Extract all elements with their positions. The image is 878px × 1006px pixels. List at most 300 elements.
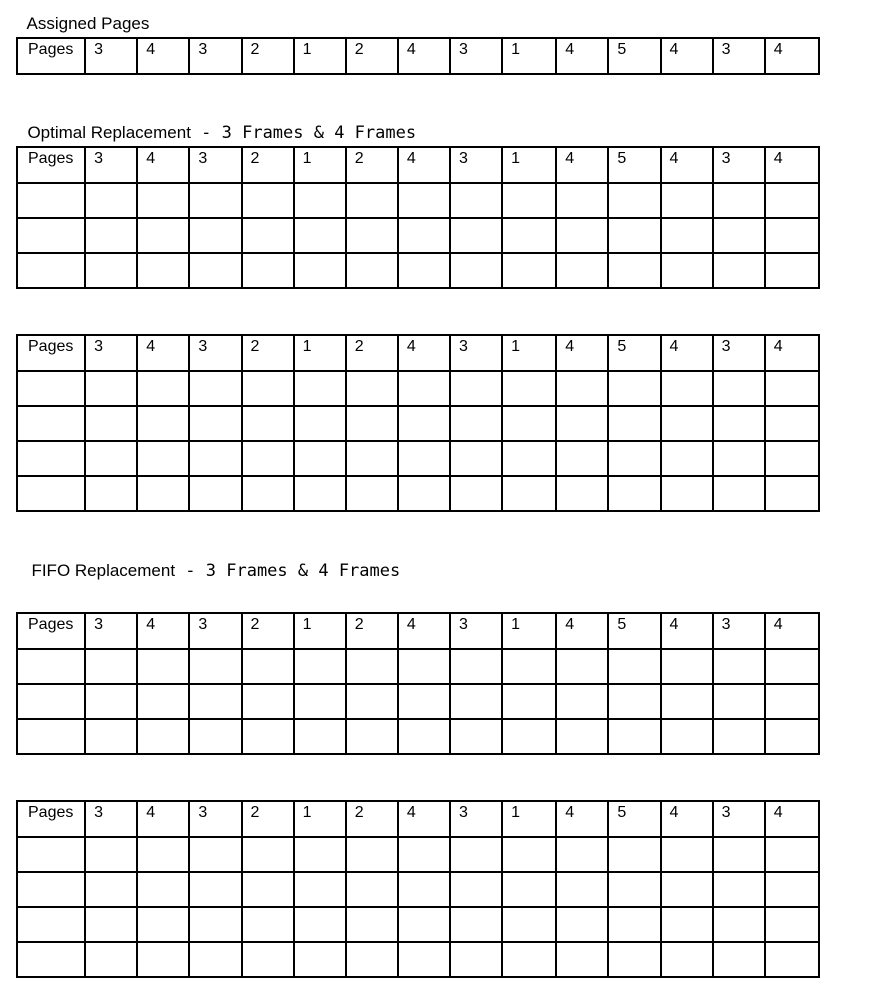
frame-cell	[85, 872, 137, 907]
frame-cell	[713, 253, 765, 288]
frame-row	[17, 476, 819, 511]
frame-cell	[450, 441, 502, 476]
frame-cell	[398, 183, 450, 218]
fifo-replacement-frames-note: - 3 Frames & 4 Frames	[175, 561, 401, 581]
frame-label-cell	[17, 441, 85, 476]
frame-cell	[137, 441, 189, 476]
frame-cell	[346, 942, 398, 977]
fifo-4-frames-table	[16, 800, 820, 978]
frame-cell	[242, 684, 294, 719]
frame-cell	[502, 218, 556, 253]
page-reference-cell: 4	[556, 613, 608, 649]
frame-cell	[765, 406, 819, 441]
frame-cell	[556, 837, 608, 872]
frame-cell	[556, 907, 608, 942]
frame-cell	[85, 684, 137, 719]
frame-cell	[398, 441, 450, 476]
frame-cell	[398, 649, 450, 684]
frame-cell	[137, 907, 189, 942]
frame-cell	[137, 649, 189, 684]
page-reference-row	[17, 335, 819, 371]
frame-cell	[189, 942, 241, 977]
page-reference-cell: 3	[713, 613, 765, 649]
page-reference-cell: 1	[294, 147, 346, 183]
frame-row	[17, 942, 819, 977]
frame-cell	[242, 218, 294, 253]
frame-label-cell	[17, 837, 85, 872]
frame-cell	[137, 183, 189, 218]
frame-cell	[85, 441, 137, 476]
frame-cell	[502, 719, 556, 754]
frame-cell	[556, 406, 608, 441]
frame-label-cell	[17, 684, 85, 719]
frame-cell	[502, 942, 556, 977]
frame-cell	[85, 253, 137, 288]
frame-cell	[608, 719, 660, 754]
frame-cell	[450, 942, 502, 977]
page-reference-cell: 4	[137, 335, 189, 371]
frame-cell	[398, 907, 450, 942]
optimal-replacement-title: Optimal Replacement	[27, 123, 191, 142]
frame-cell	[294, 942, 346, 977]
frame-cell	[765, 371, 819, 406]
frame-cell	[556, 649, 608, 684]
frame-cell	[608, 218, 660, 253]
frame-cell	[765, 253, 819, 288]
page-reference-cell: 1	[502, 335, 556, 371]
frame-label-cell	[17, 183, 85, 218]
frame-cell	[346, 649, 398, 684]
frame-cell	[608, 441, 660, 476]
assigned-pages-table	[16, 37, 820, 75]
frame-cell	[189, 253, 241, 288]
frame-row	[17, 684, 819, 719]
assigned-pages-title: Assigned Pages	[26, 14, 150, 33]
frame-cell	[713, 406, 765, 441]
page-reference-cell: 4	[661, 147, 713, 183]
frame-cell	[450, 253, 502, 288]
frame-cell	[608, 476, 660, 511]
frame-cell	[556, 476, 608, 511]
frame-cell	[346, 183, 398, 218]
frame-cell	[556, 183, 608, 218]
page-reference-cell: 4	[661, 613, 713, 649]
frame-cell	[346, 441, 398, 476]
frame-cell	[661, 476, 713, 511]
frame-cell	[398, 719, 450, 754]
page-reference-cell: 2	[346, 38, 398, 74]
frame-label-cell	[17, 649, 85, 684]
frame-cell	[765, 942, 819, 977]
frame-cell	[294, 907, 346, 942]
frame-cell	[502, 837, 556, 872]
frame-cell	[85, 218, 137, 253]
frame-cell	[346, 253, 398, 288]
frame-cell	[398, 872, 450, 907]
frame-cell	[502, 872, 556, 907]
page-reference-row	[17, 613, 819, 649]
page-reference-cell: 3	[189, 38, 241, 74]
page-reference-cell: 5	[608, 38, 660, 74]
frame-cell	[242, 942, 294, 977]
assigned-pages-heading	[18, 0, 149, 34]
frame-cell	[450, 183, 502, 218]
frame-cell	[765, 649, 819, 684]
frame-cell	[502, 649, 556, 684]
page-reference-cell: 3	[85, 147, 137, 183]
frame-cell	[661, 183, 713, 218]
frame-cell	[556, 719, 608, 754]
frame-cell	[450, 218, 502, 253]
page-reference-cell: 3	[713, 335, 765, 371]
page-reference-cell: 4	[398, 613, 450, 649]
page-reference-cell: 3	[450, 38, 502, 74]
frame-cell	[502, 476, 556, 511]
page-reference-cell: 4	[765, 147, 819, 183]
frame-cell	[294, 218, 346, 253]
page-reference-cell: 4	[556, 335, 608, 371]
frame-cell	[661, 684, 713, 719]
page-reference-cell: 3	[85, 38, 137, 74]
frame-cell	[661, 371, 713, 406]
frame-cell	[85, 406, 137, 441]
frame-cell	[294, 719, 346, 754]
frame-cell	[294, 649, 346, 684]
frame-cell	[556, 684, 608, 719]
frame-cell	[137, 872, 189, 907]
frame-cell	[450, 371, 502, 406]
page-reference-cell: 3	[713, 38, 765, 74]
frame-cell	[765, 441, 819, 476]
frame-cell	[398, 253, 450, 288]
frame-cell	[242, 406, 294, 441]
frame-cell	[242, 649, 294, 684]
frame-cell	[242, 837, 294, 872]
page-reference-cell: 3	[189, 613, 241, 649]
frame-row	[17, 719, 819, 754]
frame-cell	[450, 684, 502, 719]
page-reference-cell: 4	[765, 335, 819, 371]
frame-cell	[450, 406, 502, 441]
frame-label-cell	[17, 406, 85, 441]
frame-cell	[661, 942, 713, 977]
page-reference-cell: 2	[346, 801, 398, 837]
pages-row-label: Pages	[17, 147, 85, 183]
frame-cell	[294, 872, 346, 907]
frame-cell	[294, 837, 346, 872]
frame-cell	[661, 719, 713, 754]
page-reference-cell: 4	[661, 335, 713, 371]
page-reference-cell: 4	[137, 38, 189, 74]
frame-cell	[242, 719, 294, 754]
frame-cell	[661, 872, 713, 907]
frame-cell	[713, 719, 765, 754]
page-reference-cell: 2	[242, 613, 294, 649]
page-reference-cell: 5	[608, 613, 660, 649]
fifo-replacement-title: FIFO Replacement	[31, 561, 176, 580]
frame-cell	[242, 253, 294, 288]
frame-cell	[608, 253, 660, 288]
frame-cell	[502, 371, 556, 406]
frame-cell	[346, 371, 398, 406]
frame-cell	[556, 371, 608, 406]
frame-cell	[450, 872, 502, 907]
frame-cell	[189, 719, 241, 754]
page-reference-cell: 2	[346, 613, 398, 649]
frame-cell	[765, 476, 819, 511]
frame-cell	[242, 371, 294, 406]
frame-cell	[85, 476, 137, 511]
fifo-replacement-heading	[22, 541, 400, 581]
frame-cell	[450, 649, 502, 684]
frame-cell	[608, 684, 660, 719]
frame-cell	[713, 649, 765, 684]
page-reference-cell: 1	[502, 38, 556, 74]
frame-cell	[137, 218, 189, 253]
frame-cell	[137, 684, 189, 719]
frame-row	[17, 253, 819, 288]
frame-cell	[765, 183, 819, 218]
optimal-4-frames-table	[16, 334, 820, 512]
frame-cell	[137, 406, 189, 441]
page-reference-cell: 4	[765, 613, 819, 649]
frame-cell	[502, 907, 556, 942]
frame-cell	[765, 684, 819, 719]
page-reference-cell: 5	[608, 147, 660, 183]
page-reference-cell: 2	[346, 335, 398, 371]
frame-cell	[661, 218, 713, 253]
frame-row	[17, 218, 819, 253]
frame-cell	[189, 371, 241, 406]
page-reference-cell: 4	[137, 147, 189, 183]
page-reference-cell: 1	[294, 335, 346, 371]
frame-cell	[713, 371, 765, 406]
frame-row	[17, 441, 819, 476]
frame-cell	[85, 371, 137, 406]
frame-cell	[346, 684, 398, 719]
page-reference-cell: 2	[346, 147, 398, 183]
frame-cell	[556, 942, 608, 977]
frame-row	[17, 907, 819, 942]
frame-cell	[398, 406, 450, 441]
page-reference-cell: 4	[556, 147, 608, 183]
frame-cell	[450, 719, 502, 754]
frame-cell	[713, 907, 765, 942]
frame-cell	[137, 719, 189, 754]
frame-cell	[346, 476, 398, 511]
page-reference-row	[17, 38, 819, 74]
frame-cell	[450, 907, 502, 942]
frame-cell	[189, 649, 241, 684]
page-reference-cell: 3	[189, 147, 241, 183]
frame-cell	[294, 684, 346, 719]
optimal-replacement-heading	[18, 103, 416, 143]
frame-cell	[661, 441, 713, 476]
page-reference-cell: 1	[294, 38, 346, 74]
frame-cell	[450, 476, 502, 511]
page-reference-cell: 3	[450, 613, 502, 649]
page-reference-cell: 3	[450, 335, 502, 371]
frame-row	[17, 872, 819, 907]
frame-cell	[450, 837, 502, 872]
frame-cell	[346, 872, 398, 907]
page-reference-cell: 3	[189, 335, 241, 371]
pages-row-label: Pages	[17, 335, 85, 371]
page-reference-cell: 3	[85, 335, 137, 371]
frame-cell	[765, 872, 819, 907]
frame-cell	[346, 837, 398, 872]
frame-label-cell	[17, 476, 85, 511]
frame-label-cell	[17, 253, 85, 288]
frame-cell	[85, 837, 137, 872]
frame-cell	[556, 441, 608, 476]
frame-cell	[189, 907, 241, 942]
frame-cell	[242, 476, 294, 511]
frame-cell	[556, 872, 608, 907]
frame-cell	[713, 441, 765, 476]
frame-cell	[85, 942, 137, 977]
page-reference-cell: 2	[242, 335, 294, 371]
frame-cell	[608, 942, 660, 977]
page-reference-cell: 4	[556, 38, 608, 74]
frame-cell	[398, 371, 450, 406]
frame-cell	[294, 183, 346, 218]
page-reference-cell: 3	[450, 801, 502, 837]
page-reference-cell: 4	[765, 801, 819, 837]
frame-cell	[189, 183, 241, 218]
frame-cell	[765, 837, 819, 872]
frame-cell	[242, 183, 294, 218]
frame-cell	[137, 371, 189, 406]
frame-cell	[608, 371, 660, 406]
frame-cell	[502, 684, 556, 719]
frame-cell	[242, 872, 294, 907]
frame-cell	[713, 476, 765, 511]
frame-cell	[398, 684, 450, 719]
frame-cell	[294, 406, 346, 441]
frame-cell	[398, 837, 450, 872]
page-reference-cell: 4	[661, 38, 713, 74]
page-reference-cell: 1	[502, 147, 556, 183]
frame-row	[17, 837, 819, 872]
page-reference-row	[17, 801, 819, 837]
frame-cell	[346, 907, 398, 942]
frame-cell	[608, 837, 660, 872]
frame-cell	[765, 218, 819, 253]
page-reference-cell: 4	[398, 147, 450, 183]
frame-cell	[713, 684, 765, 719]
frame-cell	[346, 218, 398, 253]
frame-cell	[608, 649, 660, 684]
page-reference-cell: 5	[608, 801, 660, 837]
page-reference-cell: 3	[450, 147, 502, 183]
frame-cell	[713, 942, 765, 977]
page-reference-cell: 3	[85, 613, 137, 649]
pages-row-label: Pages	[17, 613, 85, 649]
frame-cell	[556, 218, 608, 253]
frame-cell	[502, 441, 556, 476]
page-reference-cell: 2	[242, 38, 294, 74]
frame-cell	[608, 183, 660, 218]
frame-row	[17, 371, 819, 406]
page-reference-cell: 2	[242, 801, 294, 837]
frame-cell	[661, 649, 713, 684]
optimal-3-frames-table	[16, 146, 820, 289]
frame-cell	[137, 942, 189, 977]
frame-cell	[137, 253, 189, 288]
frame-cell	[189, 684, 241, 719]
frame-row	[17, 406, 819, 441]
frame-cell	[189, 837, 241, 872]
page-reference-cell: 4	[137, 801, 189, 837]
page-reference-cell: 3	[85, 801, 137, 837]
frame-cell	[398, 476, 450, 511]
page-reference-row	[17, 147, 819, 183]
frame-label-cell	[17, 872, 85, 907]
frame-cell	[713, 837, 765, 872]
page-reference-cell: 1	[502, 613, 556, 649]
optimal-replacement-frames-note: - 3 Frames & 4 Frames	[190, 123, 417, 143]
frame-cell	[137, 476, 189, 511]
frame-cell	[502, 406, 556, 441]
frame-cell	[398, 942, 450, 977]
pages-row-label: Pages	[17, 801, 85, 837]
fifo-3-frames-table	[16, 612, 820, 755]
frame-cell	[189, 218, 241, 253]
frame-cell	[294, 371, 346, 406]
frame-cell	[608, 872, 660, 907]
frame-cell	[85, 649, 137, 684]
page-reference-cell: 5	[608, 335, 660, 371]
frame-cell	[661, 837, 713, 872]
page-reference-cell: 4	[398, 335, 450, 371]
page-reference-cell: 1	[294, 801, 346, 837]
frame-label-cell	[17, 218, 85, 253]
frame-cell	[346, 719, 398, 754]
page-reference-cell: 4	[398, 801, 450, 837]
frame-cell	[502, 183, 556, 218]
page-reference-cell: 1	[502, 801, 556, 837]
frame-cell	[661, 253, 713, 288]
page-reference-cell: 3	[189, 801, 241, 837]
frame-cell	[661, 406, 713, 441]
page-reference-cell: 4	[137, 613, 189, 649]
frame-cell	[189, 476, 241, 511]
frame-cell	[294, 253, 346, 288]
frame-cell	[189, 406, 241, 441]
frame-label-cell	[17, 907, 85, 942]
frame-cell	[294, 441, 346, 476]
frame-cell	[556, 253, 608, 288]
frame-cell	[189, 441, 241, 476]
frame-cell	[398, 218, 450, 253]
frame-label-cell	[17, 719, 85, 754]
frame-cell	[346, 406, 398, 441]
frame-cell	[242, 441, 294, 476]
frame-cell	[242, 907, 294, 942]
page-reference-cell: 3	[713, 801, 765, 837]
page-reference-cell: 4	[398, 38, 450, 74]
page-reference-cell: 4	[556, 801, 608, 837]
frame-cell	[713, 872, 765, 907]
frame-cell	[713, 183, 765, 218]
frame-cell	[189, 872, 241, 907]
frame-cell	[608, 406, 660, 441]
frame-cell	[765, 907, 819, 942]
frame-label-cell	[17, 942, 85, 977]
frame-cell	[502, 253, 556, 288]
frame-row	[17, 183, 819, 218]
